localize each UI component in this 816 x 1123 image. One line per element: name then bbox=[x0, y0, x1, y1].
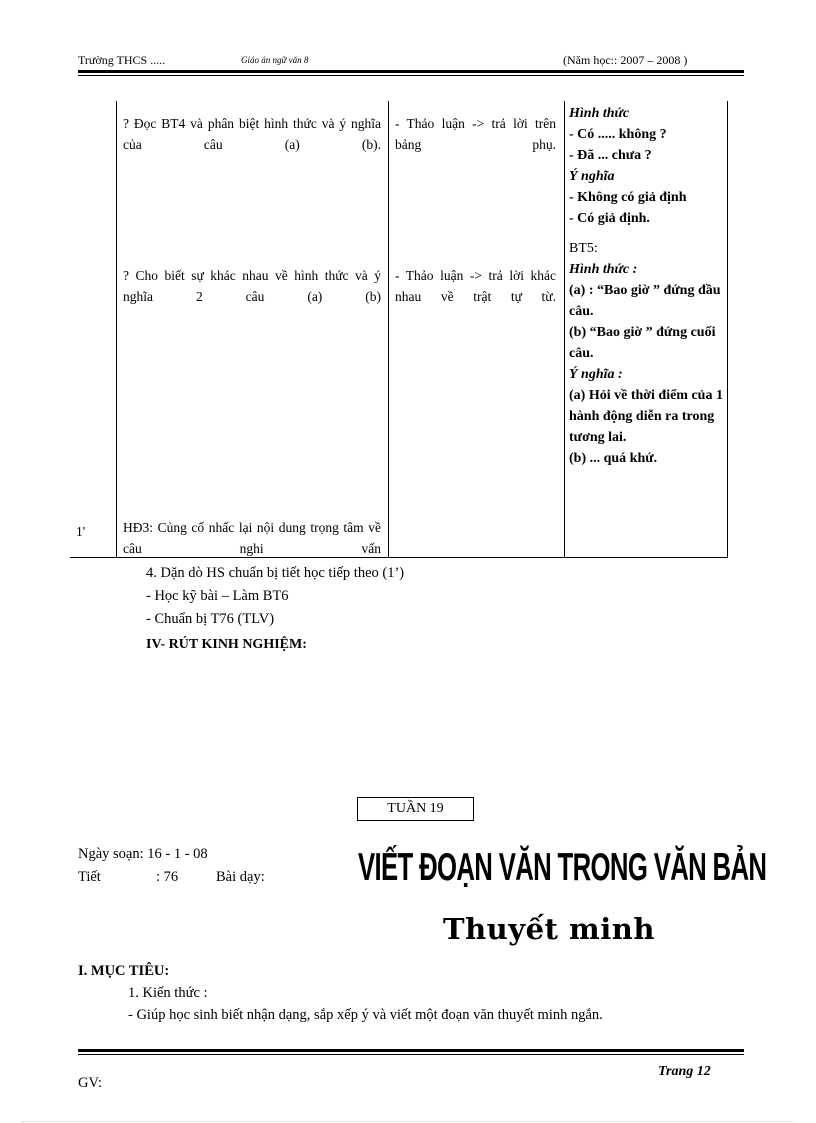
answer-bt4: Hình thức - Có ..... không ? - Đã ... chưa ? Ý nghĩa - Không có giả định - Có giả định. bbox=[569, 106, 687, 226]
page-number: Trang 12 bbox=[658, 1064, 711, 1079]
homework-title: 4. Dặn dò HS chuẩn bị tiết học tiếp theo (1’) bbox=[146, 565, 405, 581]
school-year: (Năm học:: 2007 – 2008 ) bbox=[563, 53, 688, 67]
lesson-title: VIẾT ĐOẠN VĂN TRONG VĂN BẢN bbox=[358, 846, 767, 889]
period-value: : 76 bbox=[156, 869, 179, 885]
question-bt5: ? Cho biết sự khác nhau về hình thức và ý nghĩa 2 câu (a) (b) bbox=[123, 268, 381, 304]
homework-item-1: - Học kỹ bài – Làm BT6 bbox=[146, 588, 289, 604]
activity-bt4: - Thảo luận -> trả lời trên bảng phụ. bbox=[395, 116, 556, 152]
teacher-label: GV: bbox=[78, 1075, 102, 1091]
page-bottom-edge bbox=[22, 1121, 794, 1122]
answer-bt5: BT5: Hình thức : (a) : “Bao giờ ” đứng đầu câu. (b) “Bao giờ ” đứng cuối câu. Ý nghĩa : (a) Hỏi về thời điểm của 1 hành động diễn ra trong tương lai. (b) ... quá khứ. bbox=[569, 241, 723, 466]
week-box: TUẦN 19 bbox=[357, 797, 474, 821]
lesson-subtitle: Thuyết minh bbox=[443, 912, 655, 946]
section-rut-kinh-nghiem: IV- RÚT KINH NGHIỆM: bbox=[146, 637, 307, 652]
header-rule-thin bbox=[78, 75, 744, 76]
question-bt4: ? Đọc BT4 và phân biệt hình thức và ý nghĩa của câu (a) (b). bbox=[123, 116, 381, 152]
school-name: Trường THCS ..... bbox=[78, 53, 166, 67]
objectives-heading: I. MỤC TIÊU: bbox=[78, 963, 170, 979]
footer-rule-thin bbox=[78, 1054, 744, 1055]
time-hd3: 1' bbox=[76, 524, 86, 539]
activity-bt5: - Thảo luận -> trả lời khác nhau về trật tự từ. bbox=[395, 268, 556, 304]
header-rule-thick bbox=[78, 70, 744, 73]
period-label: Tiết bbox=[78, 869, 101, 885]
question-hd3: HĐ3: Củng cố nhấc lại nội dung trọng tâm về câu nghi vấn bbox=[123, 520, 381, 556]
teach-label: Bài dạy: bbox=[216, 869, 265, 885]
homework-item-2: - Chuẩn bị T76 (TLV) bbox=[146, 611, 275, 627]
subject-name: Giáo án ngữ văn 8 bbox=[241, 55, 309, 65]
date-label: Ngày soạn: 16 - 1 - 08 bbox=[78, 846, 208, 862]
objectives-sub: 1. Kiến thức : bbox=[128, 985, 208, 1001]
objectives-item: - Giúp học sinh biết nhận dạng, sắp xếp ý và viết một đoạn văn thuyết minh ngắn. bbox=[128, 1007, 603, 1023]
footer-rule-thick bbox=[78, 1049, 744, 1052]
